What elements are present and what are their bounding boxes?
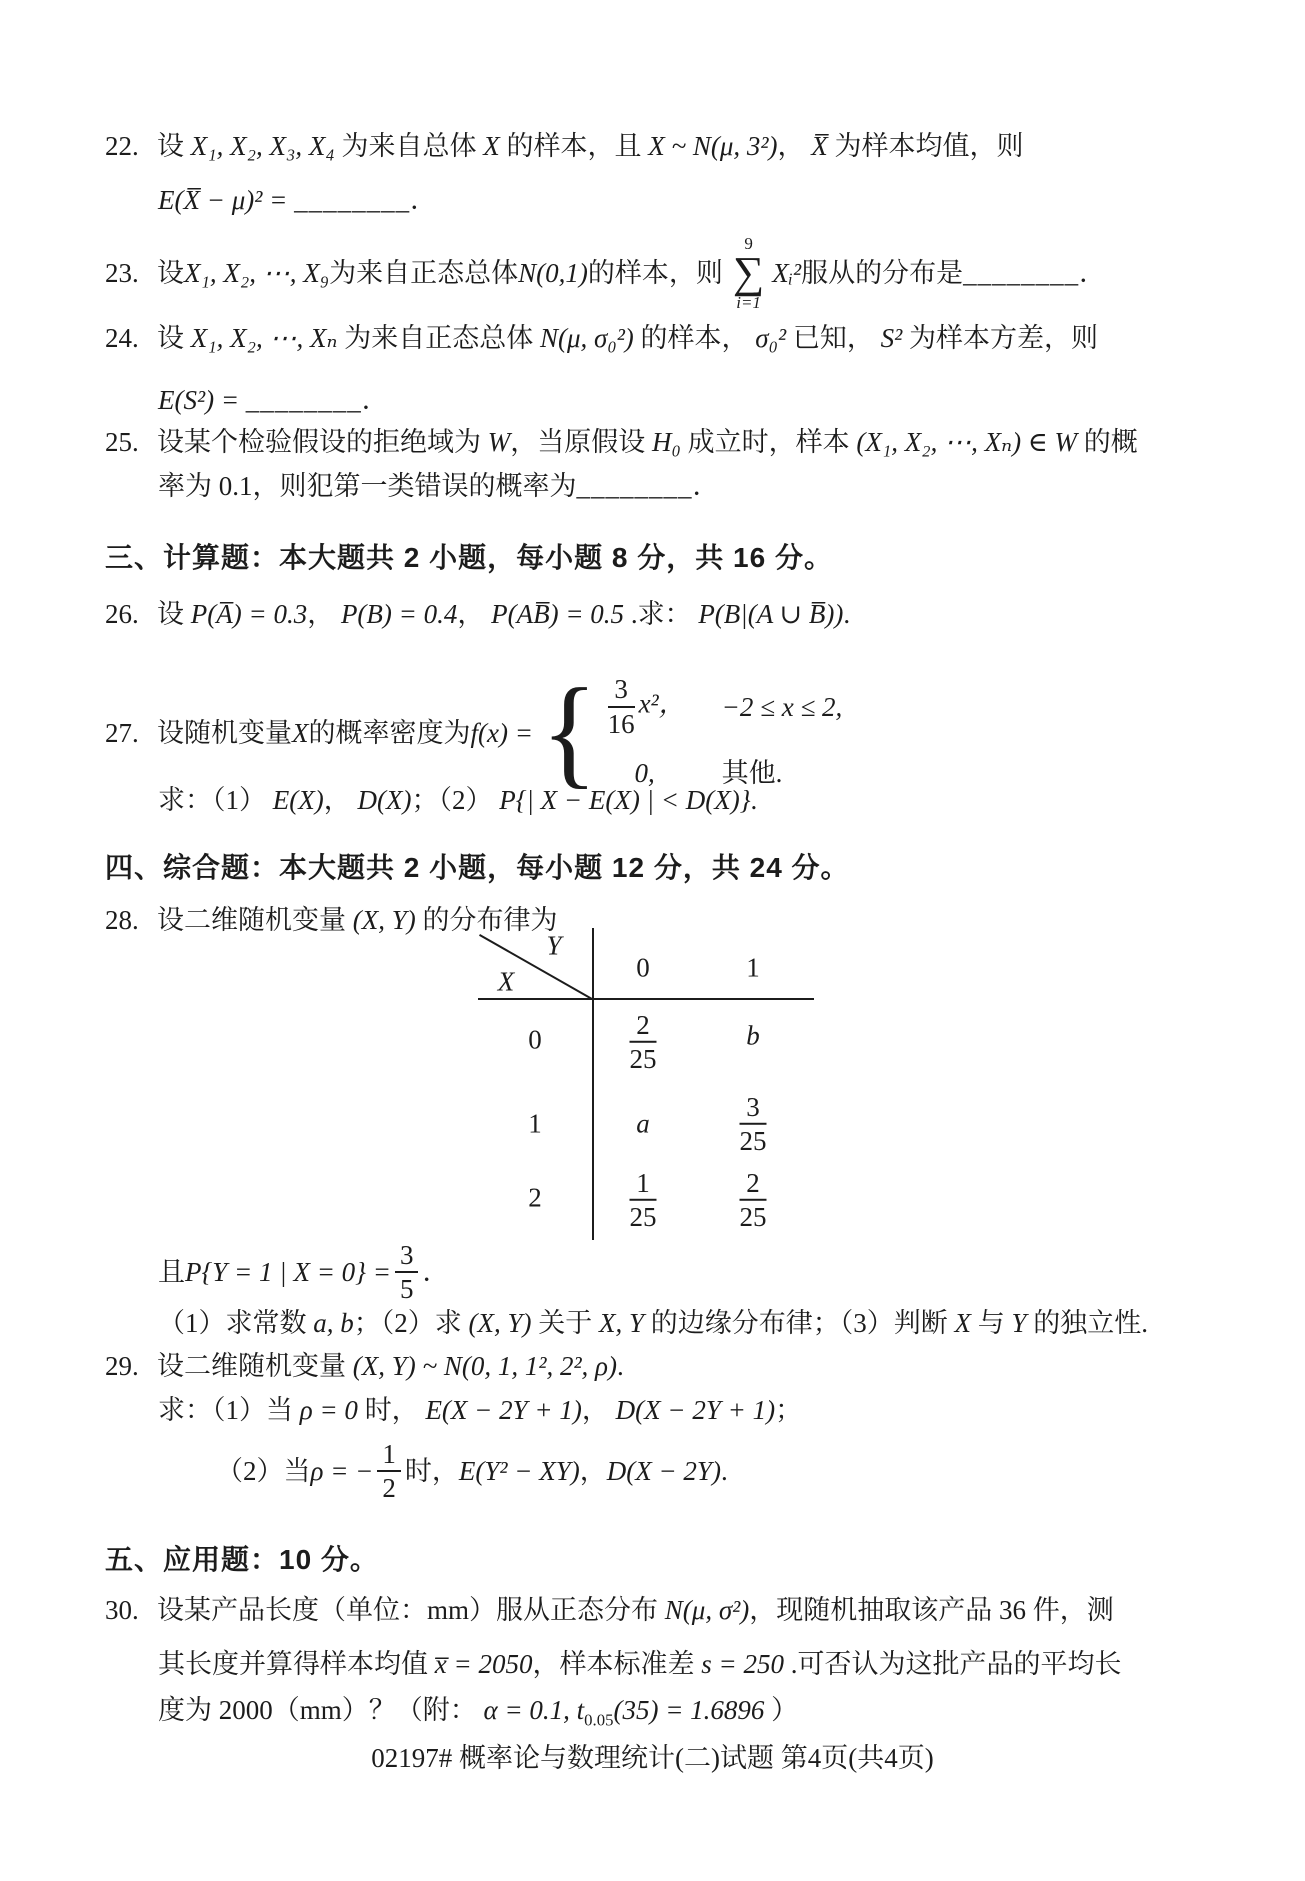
math-run: X	[292, 717, 309, 748]
fraction-numerator: 1	[630, 1168, 657, 1201]
text-run: 求：（1）当	[158, 1395, 300, 1425]
text-run: ）	[764, 1695, 799, 1725]
text-run: .	[750, 785, 758, 815]
text-run: 设某个检验假设的拒绝域为	[157, 427, 488, 457]
math-run: P(B|(A ∪ B̅))	[698, 599, 844, 629]
summation-symbol	[733, 235, 764, 311]
answer-blank: ________	[245, 385, 362, 415]
q29-line2	[158, 1392, 802, 1428]
text-run: .	[617, 1351, 624, 1381]
q23-line	[105, 236, 1106, 310]
q22-line2	[158, 182, 437, 218]
math-run: D(X − 2Y)	[606, 1456, 721, 1486]
row-header-0: 0	[528, 1024, 542, 1055]
row-header-2: 2	[528, 1182, 542, 1213]
math-run: X₁, X₂, X₃, X₄	[190, 131, 335, 161]
math-run: (X, Y)	[468, 1308, 532, 1338]
math-run: N(0,1)	[518, 258, 588, 288]
fraction-numerator: 3	[740, 1092, 767, 1125]
fraction	[377, 1439, 401, 1503]
row-header-1: 1	[528, 1108, 542, 1139]
q24-line2	[158, 382, 389, 418]
answer-blank: ________	[963, 258, 1080, 288]
text-run: ；	[775, 1395, 803, 1425]
fraction-denominator: 16	[607, 708, 635, 739]
section-title: 五、应用题：10 分。	[105, 1544, 379, 1575]
cell-r1c0: a	[636, 1108, 650, 1139]
math-run: E(Y² − XY)	[458, 1456, 580, 1486]
text-run: 的样本，且	[499, 131, 649, 161]
text-run: ．	[1079, 258, 1107, 288]
fraction-denominator: 25	[739, 1202, 767, 1232]
fraction	[740, 1092, 767, 1156]
math-run: D(X − 2Y + 1)	[615, 1395, 776, 1425]
math-run: N(μ, σ₀²)	[539, 323, 634, 353]
math-run: X	[954, 1308, 972, 1338]
text-run: 率为 0.1，则犯第一类错误的概率为	[158, 471, 577, 501]
text-run: 的样本，则	[587, 258, 723, 288]
q24-line1	[105, 320, 1098, 356]
fraction-denominator: 25	[739, 1126, 767, 1156]
text-run: 为样本方差，则	[902, 323, 1098, 353]
question-number: 22.	[105, 131, 139, 161]
section-4-header	[105, 850, 850, 886]
text-run: 且	[158, 1257, 185, 1287]
text-run: 设某产品长度（单位：mm）服从正态分布	[157, 1595, 665, 1625]
q29-line3	[216, 1438, 728, 1504]
fraction-denominator: 2	[382, 1473, 396, 1503]
text-run: ；（2）求	[353, 1308, 469, 1338]
section-title: 三、计算题：本大题共 2 小题，每小题 8 分，共 16 分。	[105, 542, 833, 573]
text-run: 与	[971, 1308, 1012, 1338]
text-run: ，	[579, 1456, 607, 1486]
text-run: .	[843, 599, 851, 629]
q28-condition	[158, 1240, 449, 1304]
text-run: ．	[692, 471, 720, 501]
cell-r0c0	[626, 1010, 661, 1074]
math-run: (X, Y)	[352, 905, 416, 935]
math-run: E(X − 2Y + 1)	[425, 1395, 582, 1425]
text-run: （2）当	[216, 1456, 311, 1486]
text-run: 时，	[357, 1395, 426, 1425]
case1-expression	[604, 674, 686, 738]
text-run: 设二维随机变量	[157, 1351, 353, 1381]
text-run: ，样本标准差	[532, 1649, 702, 1679]
math-run: E(X)	[272, 785, 324, 815]
text-run: 时，	[404, 1456, 459, 1486]
text-run: ．	[361, 385, 389, 415]
cell-r2c1	[736, 1168, 771, 1232]
question-number: 27.	[105, 717, 139, 748]
page-footer	[371, 1736, 933, 1775]
text-run: 的独立性.	[1026, 1308, 1149, 1338]
fraction	[740, 1168, 767, 1232]
text-run: ，	[777, 131, 812, 161]
q22-line1	[105, 128, 1024, 164]
text-run: ，	[323, 785, 358, 815]
math-run: X₁, X₂, ⋯, X₉	[184, 258, 330, 288]
math-run: P(AB̅) = 0.5	[491, 599, 625, 629]
q25-line2	[158, 468, 720, 504]
text-run: ，	[457, 599, 492, 629]
case2-condition: 其他.	[721, 757, 783, 788]
math-run: S²	[880, 323, 903, 353]
math-run: X̅	[811, 131, 828, 161]
text-run: 为来自正态总体	[337, 323, 540, 353]
text-run: （1）求常数	[158, 1308, 314, 1338]
math-run: X	[483, 131, 500, 161]
col-header-1: 1	[746, 952, 760, 983]
math-run: P{| X − E(X) | < D(X)}	[499, 785, 751, 815]
cases-brace: {	[540, 663, 598, 800]
text-run: 为来自总体	[334, 131, 484, 161]
question-number: 29.	[105, 1351, 139, 1381]
math-run: X ~ N(μ, 3²)	[648, 131, 778, 161]
text-run: 成立时，样本	[680, 427, 857, 457]
fraction-numerator: 2	[740, 1168, 767, 1201]
math-run: s = 250	[701, 1649, 784, 1679]
cell-r0c1: b	[746, 1020, 760, 1051]
math-run: (35) = 1.6896	[613, 1695, 765, 1725]
text-run: .可否认为这批产品的平均长	[783, 1649, 1122, 1679]
question-number: 25.	[105, 427, 139, 457]
math-run: σ₀²	[755, 323, 787, 353]
text-run: 为样本均值，则	[827, 131, 1024, 161]
answer-blank: ________	[576, 471, 693, 501]
text-run: ，当原假设	[510, 427, 652, 457]
math-run: (X, Y) ~ N(0, 1, 1², 2², ρ)	[352, 1351, 617, 1381]
text-run: 的边缘分布律；（3）判断	[644, 1308, 955, 1338]
math-run: P{Y = 1 | X = 0} =	[185, 1257, 391, 1287]
table-diagonal-line	[479, 934, 592, 1000]
text-run: 求：（1）	[158, 785, 273, 815]
math-run: E(X̅ − μ)² =	[158, 185, 295, 215]
footer-text: 02197# 概率论与数理统计(二)试题 第4页(共4页)	[371, 1743, 934, 1773]
question-number: 24.	[105, 323, 139, 353]
fraction-denominator: 5	[399, 1274, 414, 1304]
math-run: E(S²) =	[158, 385, 246, 415]
text-run: 设随机变量	[157, 717, 292, 748]
text-run: 设	[157, 323, 191, 353]
math-run: ρ = −	[310, 1456, 374, 1486]
case2-expression: 0,	[634, 757, 655, 788]
text-run: 关于	[531, 1308, 599, 1338]
text-run: ，现随机抽取该产品 36 件，测	[749, 1595, 1114, 1625]
cell-r2c0	[626, 1168, 661, 1232]
section-title: 四、综合题：本大题共 2 小题，每小题 12 分，共 24 分。	[105, 852, 850, 883]
math-run: H₀	[652, 427, 681, 457]
sum-lower-limit: i=1	[736, 292, 761, 312]
math-run: Xᵢ²	[772, 258, 802, 288]
text-run: 设	[157, 599, 191, 629]
math-run: P(B) = 0.4	[340, 599, 458, 629]
case1-condition: −2 ≤ x ≤ 2,	[721, 691, 843, 722]
q30-line2	[158, 1646, 1121, 1682]
text-run: ．	[410, 185, 438, 215]
math-run: x²，	[638, 688, 686, 719]
t-statistic-subscript: 0.05	[584, 1710, 614, 1730]
fraction-numerator: 3	[608, 674, 635, 707]
sigma-glyph: ∑	[732, 248, 765, 298]
text-run: .求：	[624, 599, 699, 629]
col-header-0: 0	[636, 952, 650, 983]
text-run: 的样本，	[633, 323, 756, 353]
fraction	[630, 1168, 657, 1232]
text-run: 设	[157, 258, 184, 288]
piecewise-function	[540, 663, 843, 800]
fraction-numerator: 1	[377, 1439, 401, 1472]
math-run: α = 0.1, t	[483, 1695, 585, 1725]
answer-blank: ________	[294, 185, 411, 215]
sum-upper-limit: 9	[744, 234, 753, 254]
question-number: 28.	[105, 905, 139, 935]
text-run: 的分布律为	[415, 905, 558, 935]
q28-parts	[158, 1305, 1148, 1341]
q30-line3	[158, 1692, 798, 1738]
math-run: x̅ = 2050	[434, 1649, 533, 1679]
distribution-table	[478, 928, 814, 1244]
text-run: 的概率密度为	[308, 717, 471, 748]
table-horizontal-rule	[478, 998, 814, 1000]
math-run: X₁, X₂, ⋯, Xₙ	[190, 323, 338, 353]
math-run: Y	[1011, 1308, 1027, 1338]
math-run: ρ = 0	[299, 1395, 358, 1425]
text-run: 设	[157, 131, 191, 161]
math-run: f(x) =	[470, 717, 533, 748]
math-run: N(μ, σ²)	[664, 1595, 750, 1625]
question-number: 26.	[105, 599, 139, 629]
math-run: D(X)	[357, 785, 412, 815]
text-run: ，	[581, 1395, 616, 1425]
question-number: 30.	[105, 1595, 139, 1625]
text-run: 度为 2000（mm）？（附：	[158, 1695, 484, 1725]
corner-label-y: Y	[546, 930, 562, 961]
section-3-header	[105, 540, 833, 576]
math-run: W	[487, 427, 511, 457]
fraction	[630, 1010, 657, 1074]
fraction-numerator: 3	[395, 1240, 419, 1273]
section-5-header	[105, 1542, 379, 1578]
q26-line	[105, 596, 850, 632]
text-run: ，	[307, 599, 341, 629]
text-run: 的概	[1077, 427, 1138, 457]
math-run: P(A̅) = 0.3	[190, 599, 308, 629]
question-number: 23.	[105, 258, 139, 288]
text-run: ．	[422, 1257, 450, 1287]
q27-line2	[158, 782, 757, 818]
fraction-denominator: 25	[629, 1202, 657, 1232]
text-run: 已知，	[786, 323, 881, 353]
fraction-numerator: 2	[630, 1010, 657, 1043]
corner-label-x: X	[497, 966, 515, 997]
fraction	[608, 674, 635, 738]
math-run: (X₁, X₂, ⋯, Xₙ) ∈ W	[856, 427, 1078, 457]
text-run: 为来自正态总体	[329, 258, 519, 288]
q29-line1	[105, 1348, 624, 1384]
text-run: 服从的分布是	[801, 258, 964, 288]
fraction	[395, 1240, 419, 1304]
text-run: 其长度并算得样本均值	[158, 1649, 435, 1679]
text-run: .	[720, 1456, 728, 1486]
fraction-denominator: 25	[629, 1044, 657, 1074]
math-run: X, Y	[599, 1308, 645, 1338]
math-run: a, b	[313, 1308, 354, 1338]
q25-line1	[105, 424, 1138, 460]
q30-line1	[105, 1592, 1114, 1628]
cases-rows	[604, 674, 843, 790]
text-run: ；（2）	[411, 785, 500, 815]
text-run: 设二维随机变量	[157, 905, 353, 935]
cell-r1c1	[736, 1092, 771, 1156]
table-vertical-rule	[592, 928, 594, 1240]
